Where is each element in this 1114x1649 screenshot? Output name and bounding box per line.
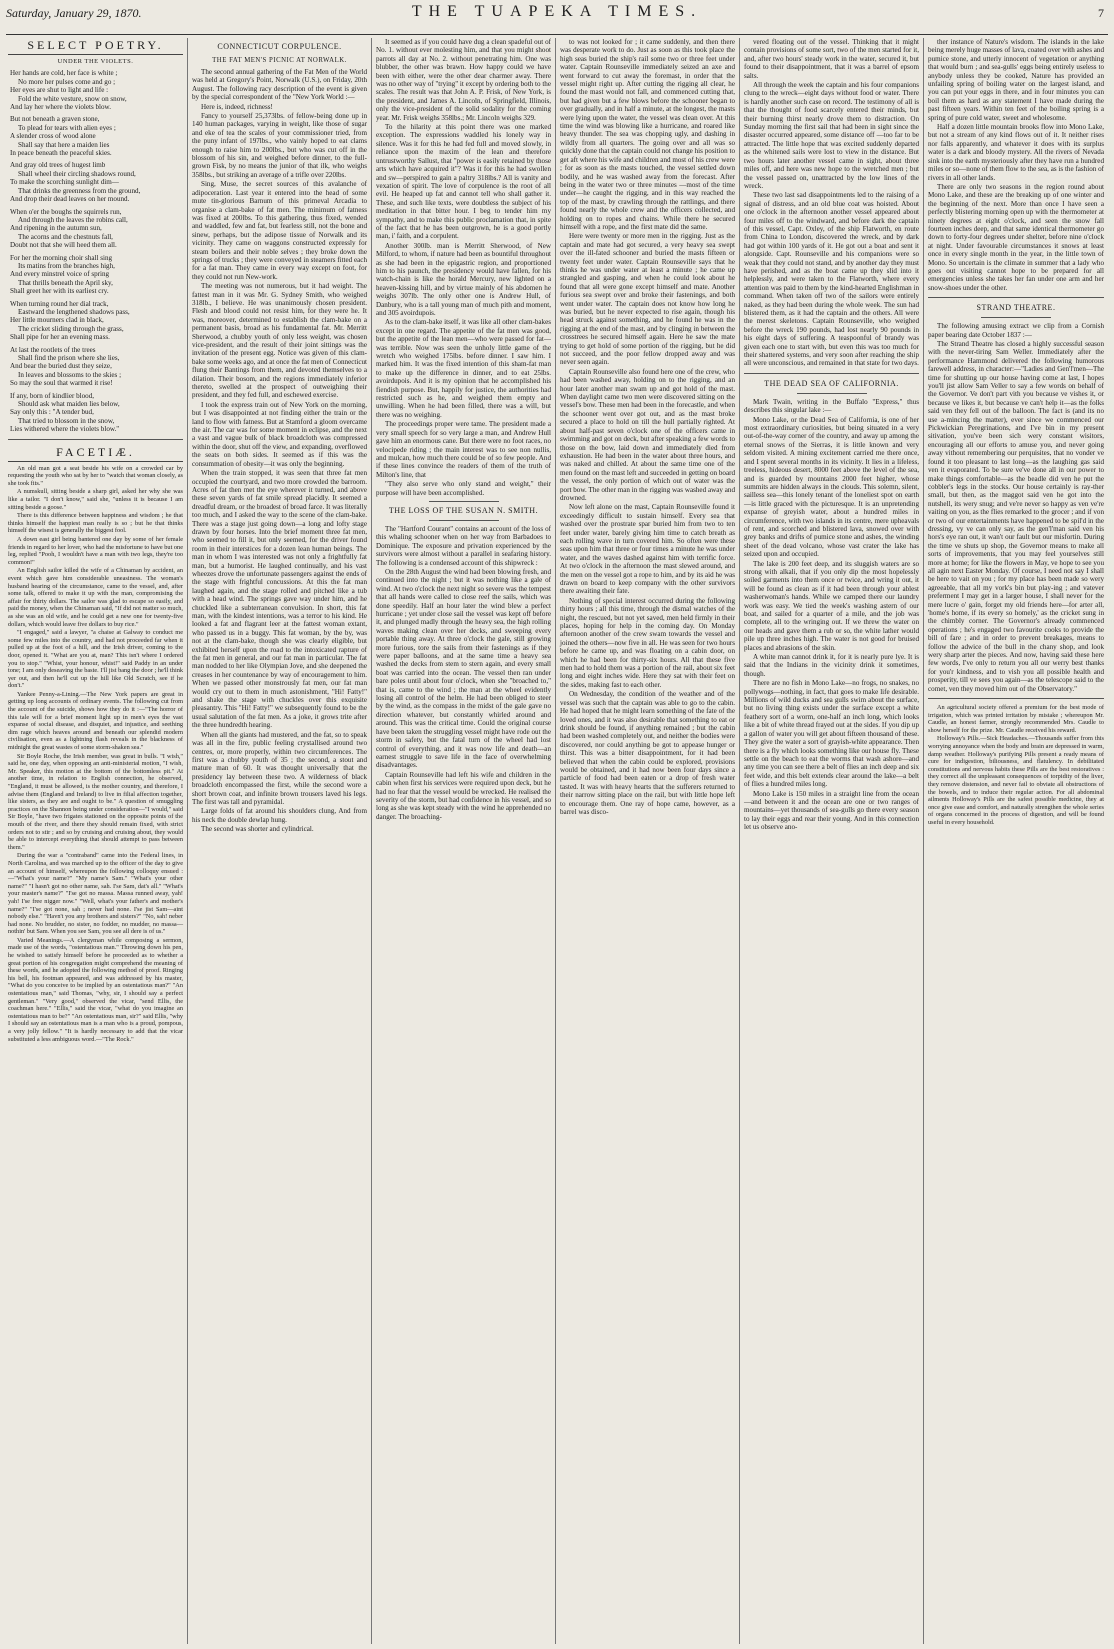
article-heading: STRAND THEATRE. — [976, 303, 1056, 313]
facetiae-item: During the war a "contraband" came into the Federal lines, in North Carolina, and was marched up to the officer of the day to give an account of himself, whereupon the following colloquy ensued :—"What's your name?" "My name's Sam." "What's your other name?" "I hasn't got no other name, sah. I'se Sam, dat's all." "What's your master's name?" "I'se got no massa. Massa runned away, yah! yah! I'se free nigger now." "Well, what's your father's and mother's name?" "I'se got none, sah ; never had none. I'se jist Sam—aint nobody else." "Havn't you any brothers and sisters?" "No, sah! neber had none. No brudder, no sister, no fodder, no mudder, no massa—nothin' but Sam. When you see Sam, you see all dere is of us." — [8, 852, 183, 936]
poem-line: And drop their dead leaves on her mound. — [10, 195, 130, 204]
poem-line: Shall say that here a maiden lies — [18, 140, 110, 149]
poem-line: In leaves and blossoms to the skies ; — [18, 370, 122, 379]
facetiae-list — [8, 465, 183, 1044]
paragraph: There are no fish in Mono Lake—no frogs, no snakes, no pollywogs—nothing, in fact, that goes to make life desirable. Millions of wild ducks and sea gulls swim about the surface, but no living thing exists under the surface except a white feathery sort of a worm, one-half an inch long, which looks like a bit of white thread frayed out at the sides. If you dip up a gallon of water you will get about fifteen thousand of these. They give the water a sort of grayish-white appearance. Then there is a fly which looks something like our house fly. These settle on the beach to eat the worms that wash ashore—and any time you can see there a belt of flies an inch deep and six feet wide, and this belt extends clear around the lake—a belt of flies a hundred miles long. — [744, 679, 919, 789]
facetiae-item: A down east girl being bantered one day by some of her female friends in regard to her lover, who had the misfortune to have but one leg, replied "Pooh, I wouldn't have a man with two legs, they're too common!" — [8, 536, 183, 566]
facetiae-item: Varied Meanings.—A clergyman while composing a sermon, made use of the words, "ostentatious man." Throwing down his pen, he wished to satisfy himself before he proceeded as to whether a great portion of his congregation might comprehend the meaning of these words, and he adopted the following method of proof. Ringing his bell, his footman appeared, and was addressed by his master, "What do you conceive to be implied by an ostentatious man?" "An ostentatious man," said Thomas, "why, sir, I should say a perfect gentleman." "Very good," observed the vicar, "send Ellis, the coachman here." "Ellis," said the vicar, "what do you imagine an ostentatious man to be?" "An ostentatious man, sir?" said Ellis, "why I should say an ostentatious man is a man who is a proud, pompous, a very jolly fellow." "It is hardly necessary to add that the vicar substituted a less ambiguous word.—"The Rock." — [8, 936, 183, 1043]
poem-line: Should ask what maiden lies below, — [18, 400, 120, 409]
article-body — [376, 38, 551, 497]
poem-line: Her little mourners clad in black, — [10, 316, 104, 325]
paragraph: Fancy to yourself 25,373lbs. of fellow-being done up in 140 human packages, varying in weight, like those of sugar and eke of tea the scales of your commissioner tried, from the puny infant of 197lbs., who vainly hoped to eat clams enough to raise him to 200lbs., but who was cut off in the blossom of his sin, and weighed before dinner, to the full-grown Fisk, by no means the junior of that ilk, who weighs 358lbs., but striking an average of a trifle over 220lbs. — [192, 112, 367, 179]
poem-line: And every minstrel voice of spring — [10, 270, 110, 279]
paragraph: Here is, indeed, richness! — [201, 102, 273, 111]
paragraph: Another 300lb. man is Merritt Sherwood, of New Milford, to whom, if nature had been as bountiful throughout as she had been in the epigastric region, and proportioned him to his paunch, the presidency would have fallen, for his watch-chain is like the horald Mercury, new lighted on a heaven-kissing hill, and by virtue mainly of his abdomen he weighs 307lb. The only other one is Andrew Hull, of Danbury, who is a tall young man of much pith and moment, and 305 avoirdupois. — [376, 241, 551, 317]
poem-stanza — [8, 392, 183, 434]
paragraph: Half a dozen little mountain brooks flow into Mono Lake, but not a stream of any kind flows out of it. It neither rises nor falls apparently, and whatever it does with its surplus water is a dark and bloody mystery. All the rivers of Nevada sink into the earth mysteriously after they have run a hundred miles or so—none of them flow to the sea, as is the fashion of rivers in all other lands. — [928, 123, 1104, 182]
paragraph: Sing, Muse, the secret sources of this avalanche of adipoceration. Last year it entered into the head of some mute tin-glorious Barnum of this primeval Arcadia to organise a clam-bake of fat men. The minimum of fatness was fixed at 200lbs. To this gathering, thus fixed, wended and waddled, few and fat, but fearless still, not the bone and sinew, perhaps, but the adipose tissue of Norwalk and its vicinity. They came on waggons constructed expressly for steam boilers and their noble selves ; they broke down the springs of trucks ; they were conveyed in steamers fitted each for a fat man. They came in every way except on foot, for they could not run New-work. — [192, 180, 367, 281]
poem-line: In peace beneath the peaceful skies. — [10, 149, 112, 158]
poem-stanza — [8, 254, 183, 296]
column-5 — [740, 38, 924, 1644]
divider — [928, 297, 1104, 298]
poem-line: Her hands are cold, her face is white ; — [10, 69, 118, 78]
poem-line: But not beneath a graven stone, — [10, 115, 100, 124]
paragraph: to was not looked for ; it came suddenly, and then there was desperate work to do. Just as soon as this took place the high seas buried the ship's rail some two or three feet under water. Captain Rounseville immediately seized an axe and went forward to cut away the foremast, in order that the vessel might right up. After cutting the rigging all clear, he found the mast would not fall, and commenced cutting that, but had given but a few blows before the schooner began to over gradually, and in half a minute, at the longest, the masts were lying upon the water, the vessel was clean over. At this time the wind was blowing like a hurricane, and roared like heavy thunder. The sea was chopping ugly, and dashing in wildly from all quarters. The going over and all was so quickly done that the captain could not change his position to get aft where his wife and children and most of his crew were ; for as soon as the masts touched, the vessel settled down bodily, and he was washed away from the forecast. After being in the water two or three minutes —most of the time under—he caught the rigging, and in this way reached the top of the mast, by crawling through the rattlings, and there found nearly the whole crew and the officers collected, and holding on to ropes and chains. While there he secured himself with a rope, and the first mate did the same. — [560, 38, 735, 231]
poem-line: So may the soul that warmed it rise! — [10, 379, 113, 388]
poem-title: UNDER THE VIOLETS. — [57, 58, 134, 65]
poem-line: The cricket sliding through the grass, — [18, 324, 124, 333]
facetiae-item: "I engaged," said a lawyer, "a chaise at Galway to conduct me some few miles into the country, and had not proceeded far when it pulled up at the foot of a hill, and the Irish driver, coming to the door, opened it. "What are you at, man? This isn't where I ordered you to stop." "Whist, your honour, whist!" said Paddy in an under tone; I am only deseaving the baste. I'll jist bang the door ; he'll think yer out, and then he'll cut up the hill like Old Scratch, see if he don't." — [8, 629, 183, 690]
poem-stanza — [8, 69, 183, 111]
poem-line: A slender cross of wood alone — [10, 132, 96, 141]
paragraph: ther instance of Nature's wisdom. The islands in the lake being merely huge masses of lava, coated over with ashes and pumice stone, and utterly innocent of vegetation or anything that would burn ; and sea-gulls' eggs being entirely useless to anybody unless they be cooked, Nature has provided an unfailing spring of boiling water on the largest island, and you can put your eggs in there, and in four minutes you can boil them as hard as any statement I have made during the past fifteen years. Within ten feet of the boiling spring is a spring of pure cold water, sweet and wholesome. — [928, 38, 1104, 122]
paragraph: Mark Twain, writing in the Buffalo "Express," thus describes this singular lake :— — [744, 397, 919, 415]
divider — [797, 393, 867, 394]
paragraph: The "Hartford Courant" contains an account of the loss of this whaling schooner when on her way from Barbadoes to Dominique. The exposure and privation experienced by the survivors were almost without a parallel in seafaring history. The following is a condensed account of this shipwreck : — [376, 524, 551, 567]
column-6 — [924, 38, 1108, 1644]
poem — [8, 69, 183, 433]
divider — [928, 698, 1104, 699]
article-heading: THE LOSS OF THE SUSAN N. SMITH. — [388, 505, 539, 515]
paragraph: The lake is 200 feet deep, and its sluggish waters are so strong with alkali, that if you only dip the most hopelessly soiled garments into them once or twice, and wring it out, it will be found as clean as if it had been through your ablest washerwoman's hands. While we camped there our laundry work was easy. We tied the week's washing astern of our boat, and sailed for a quarter of a mile, and the job was complete, all to the wringing out. If we threw the water on our heads and gave them a rub or so, the white lather would pile up three inches high. The water is not good for bruised places and abrasions of the skin. — [744, 559, 919, 652]
poem-line: And ripening in the autumn sun, — [10, 224, 102, 233]
notices — [928, 704, 1104, 827]
poem-line: Lies withered where the violets blow." — [10, 425, 120, 434]
poem-line: And through the leaves the robins call, — [18, 215, 128, 224]
article-heading: CONNECTICUT CORPULENCE. — [217, 42, 342, 51]
column-3 — [372, 38, 556, 1644]
article-body — [192, 68, 367, 834]
paragraph: Mono Lake is 150 miles in a straight line from the ocean—and between it and the ocean are one or two ranges of mountains—yet thousands of sea-gulls go there every season to lay their eggs and rear their young. And in this connection let us observe ano- — [744, 789, 919, 832]
article-body — [744, 38, 919, 368]
poem-line: Her eyes are shut to light and life : — [10, 86, 109, 95]
article-subheading: THE FAT MEN'S PICNIC AT NORWALK. — [212, 57, 347, 64]
poem-line: When o'er the boughs the squirrels run, — [10, 207, 122, 216]
paragraph: All through the week the captain and his four companions clung to the wreck—eight days without food or water. There is hardly another such case on record. The testimony of all is that the thought of food scarcely entered their minds, but their burning thirst nearly drove them to distraction. On Sunday morning the first sail that had been in sight since the disaster occurred appeared, some distance off —too far to be attracted. The little hope that was excited suddenly departed as the whitened sails were lost to view in the distance. But two hours later another vessel came in sight, about three miles off, and here was new hope to the wretched men ; but the vessel passed on, unattracted by the low lines of the wreck. — [744, 81, 919, 190]
poem-line: That drinks the greenness from the ground, — [18, 186, 141, 195]
facetiae-item: Sir Boyle Roche, the Irish member, was great in bulls. "I wish," said he, one day, when opposing an anti-ministerial motion, "I wish, Mr. Speaker, this motion at the bottom of the bottomless pit." At another time, in relation to English connection, he observed, "England, it must be allowed, is the mother country, and therefore, I advise them (England and Ireland) to live in filial affection together, like sisters, as they are and ought to be." A question of smuggling practices on the Shannon being under consideration—"I would," said Sir Boyle, "have two frigates stationed on the opposite points of the mouth of the river, and there they should remain fixed, with strict orders not to stir ; and so by cruising and cruising about, they would be able to intercept everything that should attempt to pass between them." — [8, 752, 183, 851]
article-heading: THE DEAD SEA OF CALIFORNIA. — [764, 378, 899, 388]
column-2 — [188, 38, 372, 1644]
paragraph: Large folds of fat around his shoulders clung, And from his neck the double dewlap hung. — [192, 807, 367, 824]
paragraph: As to the clam-bake itself, it was like all other clam-bakes except in one regard. The appetite of the fat men was good, but the appetite of the lean men—who were passed for fat—was terrible. Now was seen the unholy little game of the wretch who weighed 175lbs. before dinner. I saw him. I marked him. It was the fixed intention of this sham-fat man to make up the difference in dinner, and to eat 25lbs. avoirdupois. And it is my opinion that he accomplished his fiendish purpose. But, happily for justice, the authorities had restricted such as he, and weighed them empty and unwilling. When he had been filled, there was a will, but there was no weighing. — [376, 318, 551, 419]
divider — [981, 317, 1051, 318]
poem-line: That tried to blossom in the snow, — [18, 416, 115, 425]
poem-line: At last the rootlets of the trees — [10, 345, 96, 354]
paragraph: Nothing of special interest occurred during the following thirty hours ; all this time, through the dismal watches of the night, the rescued, but not yet saved, men held firmly in their places, hoping for help in the coming day. On Monday afternoon another of the crew swam towards the vessel and joined the others—now five in all. He was seen for two hours before he came up, and was floating on a cabin door, on which he had been for thirty-six hours. All that these five men had to hold them was a portion of the rail, about six feet long and eight inches wide. Here they sat with their feet on the sides, making fast to each other. — [560, 596, 735, 689]
facetiae-item: Yankee Penny-a-Lining.—The New York papers are great in getting up long accounts of ordinary events. The following cut from the account of the suicide, shows how they do it :—"The horror of this tale will for a brief moment light up in men's eyes the vast expanse of social disease, and disquiet, and injustice, and seething dim rage which heaves around and beneath our splendid modern civilisation, even as a lightning flash reveals in the blackness of midnight the great wastes of some storm-shaken sea." — [8, 690, 183, 752]
paragraph: "They also serve who only stand and weight," their purpose will have been accomplished. — [376, 480, 551, 497]
page-number: 7 — [1098, 6, 1104, 20]
paragraph: Captain Rounseville had left his wife and children in the cabin when first his services were required upon deck, but he had no fear that the vessel would be wrecked. He realised the severity of the storm, but had confidence in his vessel, and so long as she was kept steady with the wind he apprehended no danger. The broaching- — [376, 770, 551, 821]
paragraph: On the 28th August the wind had been blowing fresh, and continued into the night ; but it was nothing like a gale of wind. At two o'clock the next night so severe was the tempest that all hands were called to close reef the sails, which was done speedily. Half an hour later the wind blew a perfect hurricane ; yet under close sail the vessel was kept off before it, and plunged madly through the heavy sea, the high rolling waves making clean over her decks, and sweeping every portable thing away. At three o'clock the gale, still growing more furious, tore the sails from their fastenings as if they were paper balloons, and at the same time a heavy sea washed the decks from stem to stern again, and every small boat was carried into the ocean. The vessel then ran under bare poles until about four o'clock, when she "broached to," that is, came to the wind ; the man at the wheel evidently losing all control of the helm. He had been obliged to steer by the wind, as the compass in the midst of the gale gave no direction whatever, but constantly whirled around and around. This was the critical time. Could the original course have been taken the struggling vessel might have rode out the storm in safety, but the fatal turn of the wheel had lost control of everything, and it was now life and death—an earnest struggle to save life in the face of overwhelming disadvantages. — [376, 567, 551, 770]
article-body — [744, 398, 919, 832]
paragraph: These two last sad disappointments led to the raising of a signal of distress, and an old blue coat was hoisted. About one o'clock in the afternoon another vessel appeared about four miles off to the windward, and before dark the captain of this vessel, Capt. Oxley, of the ship Flatworth, en route from China to London, discovered the wreck, and by dark had got within 100 yards of it. He got out a boat and sent it alongside. Capt. Rounseville and his companions were so weak that they could not stand, and by another day they must have perished, and as the boat came up they slid into it helplessly, and were taken to the Flatworth, where every attention was paid to them by the kind-hearted Englishman in command. When taken off two of the sailors were entirely naked, as they had been during the whole week. The sun had blistered them, as it had the captain and the others. All were the merest skeletons. Captain Rounseville, who weighed before the wreck 190 pounds, had lost nearly 90 pounds in his eight days of suffering. A teaspoonful of brandy was given each one to start with, but even this was too much for their shattered systems, and very soon after reaching the ship all were unconscious, and remained in that state for two days. — [744, 191, 919, 368]
paragraph: Now left alone on the mast, Captain Rounseville found it exceedingly difficult to sustain himself. Every sea that washed over the prostrate spar buried him from two to ten feet under water, barely giving him time to catch breath as each rolling wave in turn covered him. So often were these seas upon him that three or four times a minute he was under water, and the waves dashed against him with terrific force. At two o'clock in the afternoon the mast slewed around, and the men on the vessel got a rope to him, and by its aid he was drawn on board to keep company with the other survivors there awaiting their fate. — [560, 503, 735, 596]
poem-line: When turning round her dial track, — [10, 299, 109, 308]
paragraph: Mono Lake, or the Dead Sea of California, is one of her most extraordinary curiosities, but being situated in a very out-of-the-way corner of the country, and away up among the eternal snows of the Sierras, it is little known and very seldom visited. A mining excitement carried me there once, and I spent several months in its vicinity. It lies in a lifeless, treeless, hideous desert, 8000 feet above the level of the sea, and is guarded by mountains 2000 feet higher, whose summits are hidden always in the clouds. This solemn, silent, sailless sea—this lonely tenant of the loneliest spot on earth—is little graced with the picturesque. It is an unpretending expanse of greyish water, about a hundred miles in circumference, with two islands in its centre, mere upheavals of rent, and scorched and blistered lava, snowed over with grey banks and drifts of pumice stone and ashes, the winding sheet of the dead volcano, whose vast crater the lake has seized upon and occupied. — [744, 415, 919, 559]
poem-line: To make the scorching sunlight dim— — [10, 178, 119, 187]
poem-line: That thrills beneath the April sky, — [18, 278, 113, 287]
facetiae-item: There is this difference between happiness and wisdom ; he that thinks himself the happiest man really is so ; but he that thinks himself the wisest is generally the biggest fool. — [8, 512, 183, 535]
notice: An agricultural society offered a premium for the best mode of irrigation, which was printed irritation by mistake ; whereupon Mr. Caudle, an honest farmer, strongly recommended Mrs. Caudle to show herself for the prize. Mr. Caudle received his reward. — [928, 704, 1104, 734]
facetiae-item: An English sailor killed the wife of a Chinaman by accident, an event which gave him considerable uneasiness. The woman's husband hearing of the circumstance, came to the vessel, and, after some talk, offered to make it up with the man, compromising the affair for thirty dollars. The sailor was glad to escape so easily, and paid the money, when the Chinaman said, "If did not matter so much, as she was an old wife, and he could get a new one for twenty-five dollars, which would leave five dollars to buy rice." — [8, 567, 183, 628]
divider — [429, 501, 499, 502]
column-4 — [556, 38, 740, 1644]
poem-line: To plead for tears with alien eyes ; — [18, 123, 116, 132]
poem-line: Shall find the prison where she lies, — [18, 354, 120, 362]
paragraph: To the hilarity at this point there was one marked exception. The expressions waddled his lonely way in silence. Was it for this he had fed full and moved slowly, in reliance upon the maxim of the lean and therefore untrustworthy Sallust, that "power is easily retained by those arts which have acquired it"? Was it for this he had swollen and sw—perspired to gain a paltry 318lbs.? All is vanity and vexation of spirit. The love of corpulence is the root of all evil. He heaped up fat and cannot tell who shall gather it. These, and such like texts, were doubtless the subject of his meditation in that bitter hour. I beg to tender him my sympathy, and to make this public proclamation that, in spite of the fact that he has been outgrown, he is a good portly man, i' faith, and a corpulent. — [376, 123, 551, 241]
poem-line: No more her pulses come and go ; — [18, 77, 116, 86]
masthead — [6, 0, 1108, 35]
paragraph: It seemed as if you could have dug a clean spadeful out of No. 1. without ever molesting him, and that you might shoot parrots all day at No. 2. without penetrating him. One was blubber, the other was brawn. How happy could we have been with either, were the other dear charmer away. There was no other way of "trying" it except by ordering both to the scales. The result was that John A. P. Frisk, of New York, is the president, and James A. Lincoln, of Springfield, Illinois, only the vice-president of the solid sodality for the coming year. Mr. Frisk weighs 358lbs.; Mr. Lincoln weighs 329. — [376, 38, 551, 122]
column-1 — [4, 38, 188, 1644]
paragraph: The second was shorter and cylindrical. — [201, 825, 314, 834]
poem-line: And lay her where the violets blow. — [10, 103, 111, 112]
paragraph: Captain Rounseville also found here one of the crew, who had been washed away, holding on to the rigging, and an hour later another man swam up and got hold of the mast. When daylight came two men were discovered sitting on the vessel's bow. These men had been in the forecastle, and when the schooner went over got out, and as the mast broke secured a place to hold on till the hull partially righted. At about half-past seven o'clock one of the officers came in swimming and got on deck, but after speaking a few words to those on the bow, laid down and immediately died from exhaustion. He had been in the water about three hours, and was naked and chilled. At about the same time one of the men found on the mast left and succeeded in getting on board the vessel, the only portion of which out of water was the port bow. The other man in the rigging was washed away and drowned. — [560, 367, 735, 502]
paragraph: The meeting was not numerous, but it had weight. The fattest man in it was Mr. G. Sydney Smith, who weighed 318lb., I believe. He was unanimously chosen president. Flesh and blood could not resist him, for they were he. It was, moreover, determined to establish the clam-bake on a permanent basis, broad as his fundamental fat. Mr. Merritt Sherwood, a chubby youth of only less weight, was chosen vice-president, and the result of their joint sittings was the invitation of the present egg. Notice was given of this clam-bake some weeks ago, and at once the fat men of Connecticut flung their Bantings from them, and devoted themselves to a dilation. Their bosom, and the regions immediately inferior thereto, swelled at the prospect of outweighing their president, and they fed full, and eschewed exercise. — [192, 282, 367, 400]
poem-stanza — [8, 208, 183, 250]
poem-line: And bear the buried dust they seize, — [10, 362, 112, 371]
facetiae-item: An old man got a seat beside his wife on a crowded car by requesting the youth who sat by her to "watch that woman closely, as she took fits." — [8, 464, 183, 487]
poem-line: Eastward the lengthened shadows pass, — [18, 307, 130, 316]
paragraph: The Strand Theatre has closed a highly successful season with the never-tiring Sam Weller. Immediately after the performance Hammond delivered the following humorous farewell address, in character:—"Ladies and Gen'l'men—The time for shutting up our house having come at last, I hopes you'll jist allow Sam Veller to say a few words on behalf of the Governor. Ve don't part vith you because ve vishes it, or because ve likes it, but because ve can't help it—as the folks said ven they fell out of the balloon. The fact is (and its no use a-mincing the matter), ever since we commenced our Pickwickian Peregrinations, and I've bin in my present sitivation, you've been sich wery constant wisitors, encouraging all our efforts to amuse you, and never going away vithout remembering our perquisites, that no vonder ve found it too pleasant to last long—as the laughing gas said ven it evaporated. To be sure ve've done all in our power to make things comfortable—as the beadle did ven he put the cobbler's legs in the stocks. Our house certainly is ray-ther small, but then, as the maggot said ven he got into the nutshell, its wery snug; and ve're never so happy as ven ve're vaiting on you, as the flies remarked to the grocer ; and if von or two of our entertainments have happened to be spil'd in the dressing, vy ve can only say, as the gen'l'man said ven his hors's eye ran out, it wan't our fault but our misfortin. During the time ve shuts up shop, the Governor means to make all sorts of improvements, that you may feel yourselves still more at home; for like the flowers in May, ve hope to see you all agin next Easter Monday. Of course, I need not say I shall be here to vait on you ; for my place has been made so wery agreeable, that all my vork's bin but play-ing ; and vatever preferment I may get in a larger house, I shall never for the mere lucre o' gain, forget my old friends here—for arter all, 'home's home, if its every so homely,' as the cricket sung in the chimbly corner. The Governor's already commenced operations ; he's engaged two favourite cooks to provide the bill of fare ; and in order to prevent breakages, means to follow the adwice of the bull in the chany shop, and look wery sharp arter the pieces. And now, having said these here few words, I've only to return you all our werry best thanks for you'r kindness, and to vish you all possible health and prosperity, till ve sees you again—as the telescope said to the comet, ven they moved him out of the Observatory." — [928, 340, 1104, 693]
poem-line: Shall pipe for her an evening mass. — [10, 333, 110, 342]
poem-line: If any, born of kindlier blood, — [10, 391, 95, 400]
facetiae-item: A numskull, sitting beside a sharp girl, asked her why she was like a tailor. "I don't know," said she, "unless it is because I am sitting beside a goose." — [8, 488, 183, 511]
poem-stanza — [8, 300, 183, 342]
facetiae-heading: FACETIÆ. — [8, 445, 183, 462]
poem-stanza — [8, 115, 183, 157]
article-body — [560, 38, 735, 816]
divider — [8, 439, 183, 440]
article-body — [376, 525, 551, 821]
poem-line: Say only this : "A tender bud, — [10, 408, 94, 417]
poem-line: Its matins from the branches high, — [18, 261, 115, 270]
poem-line: Fold the white vesture, snow on snow, — [18, 94, 127, 103]
poem-line: The acorns and the chestnuts fall, — [18, 232, 113, 241]
paragraph: When all the giants had mustered, and the fat, so to speak was all in the fire, public feeling crystallised around two centres, or, more properly, within two circumferences. The first was a chubby youth of 35 ; the second, a stout and mature man of 60. It was thought universally that the presidency lay between these two. A wilderness of black broadcloth encompassed the first, while the second wore a short brown coat, and infinite brown trousers laved his legs. The first was tall and pyramidal. — [192, 730, 367, 806]
poem-line: Shall wheel their circling shadows round, — [18, 169, 136, 178]
article-body — [928, 38, 1104, 292]
columns — [4, 38, 1110, 1644]
paragraph: When the train stopped, it was seen that three fat men occupied the courtyard, and two more crowded the barroom. Acres of fat then met the eye wherever it turned, and above these seven yards of fat smile spread placidly. It seemed a dreadful dream, or the broadest of broad farce. It was literally too much, and I asked the way to the scene of the clam-bake. There was a stage just going down—a long and lofty stage drawn by four horses. Into the brief moment three fat men, who seemed to fill it, but only seemed, for the driver found room in their interstices for a dozen lean human beings. The man in whom I was interested was not only a frightfully fat man, but a humorist. He laughed continually, and his vast wheezes drove the unfortunate passengers against the ends of the stage with frightful concussions. At this the fat man laughed again, and the stage rolled and pitched like a tub with a head wind. The springs gave way under him, and he chuckled like a subterranean convulsion. In short, this fat man, with the kindest intentions, was a terror to his kind. He looked a fat and flagrant leer at the fattest woman extant, who passed us in a buggy. This fat woman, by the by, was not at the clam-bake, though she was clearly eligible, but exhibited herself upon the road to the intoxicated rapture of the fat men in general, and our fat man in particular. The fat man nodded to her like Olympian Jove, and she deepened the creases in her countenance by way of encouragement to him. When we passed other monstrously fat men, our fat man would cry out to them in much astonishment, "Hi! Fatty!" and shake the stage with chuckles over this exquisite pleasantry. This "Hi! Fatty!" we subsequently found to be the usual salutation of the fat men. As a joke, it grows trite after the three hundredth hearing. — [192, 469, 367, 730]
divider — [744, 373, 919, 374]
divider — [429, 520, 499, 521]
poem-stanza — [8, 161, 183, 203]
notice: Holloway's Pills.—Sick Headaches.—Thousands suffer from this worrying annoyance when the body and brain are depressed in warm, damp weather. Holloway's purifying Pills present a ready means of cure for indigestion, biliousness, and flatulency. In debilitated constitutions and nervous habits these Pills are the best restoratives : they correct all the unpleasant consequences of torpidity of the liver, they remove distension, and never fail to obviate all obstructions of the bowels, and to induce their regular action. For all abdominal ailments Holloway's Pills are the safest possible medicine, they at once give ease and comfort, and naturally strengthen the whole series of organs concerned in the process of digestion, and will be found useful in every household. — [928, 735, 1104, 826]
paragraph: Here were twenty or more men in the rigging. Just as the captain and mate had got secured, a very heavy sea swept over the ill-fated schooner and buried the masts fifteen or twenty feet under water. Captain Rounseville says that he thinks he was under water at least a minute ; he came up strangled and gasping, and when he could look about he found that all were gone except himself and mate. Another furious sea swept over and broke their fastenings, and both went under water. The captain does not know how long he was buried, but he never expected to rise again, though his head struck against something, and he found he was in the rigging at the end of the mast, and by clinging in between the crosstrees he secured himself again. Here he saw the mate trying to get hold of some portion of the rigging, but he did not succeed, and the poor fellow dropped away and was never seen again. — [560, 232, 735, 367]
poem-line: Shall greet her with its earliest cry. — [10, 287, 109, 296]
poem-line: Doubt not that she will heed them all. — [10, 241, 117, 250]
newspaper-title: THE TUAPEKA TIMES. — [411, 3, 703, 20]
paragraph: A white man cannot drink it, for it is nearly pure lye. It is said that the Indians in the vicinity drink it sometimes, though. — [744, 653, 919, 678]
paragraph: The second annual gathering of the Fat Men of the World was held at Gregory's Point, Norwalk (U.S.), on Friday, 20th August. The following racy description of the event is given by the special correspondent of the "New York World :— — [192, 68, 367, 102]
paragraph: The proceedings proper were tame. The president made a very small speech for so very large a man, and Andrew Hull gave him an enormous cane. But there were no foot races, no velocipede riding ; the main interest was to see non nullis, and mulcan, how much there could be of so few people. And if these lines convince the readers of them of the truth of Milton's line, that — [376, 420, 551, 479]
article-body — [928, 322, 1104, 693]
issue-date: Saturday, January 29, 1870. — [6, 6, 142, 20]
paragraph: I took the express train out of New York on the morning, but I was disappointed at not finding either the train or the land to flow with fatness. But at Stamford a gloom overcame the air. The car was for some moment in eclipse, and the next a vast and vague bulk of black broadcloth was compressed within the door, shut off the view, and expanding, overflowed the seats on both sides. It seemed as if this was the consummation of obesity—it was only the beginning. — [192, 400, 367, 468]
paragraph: vered floating out of the vessel. Thinking that it might contain provisions of some sort, two of the men started for it, and, after two hours' steady work in the water, secured it, but found to their disappointment, that it was a barrel of epsom salts. — [744, 38, 919, 80]
poem-line: And gray old trees of hugest limb — [10, 161, 106, 170]
paragraph: There are only two seasons in the region round about Mono Lake, and these are the breaking up of one winter and the beginning of the next. More than once I have seen a perfectly blistering morning open up with the thermometer at ninety degrees at eight o'clock, and seen the snow fall fourteen inches deep, and that same identical thermometer go down to forty-four degrees under shelter, before nine o'clock at night. Under favourable circumstances it snows at least once in every single month in the year, in the little town of Mono. So uncertain is the climate in summer that a lady who goes out visiting cannot hope to be prepared for all emergencies unless she takes her fan under one arm and her snow-shoes under the other. — [928, 182, 1104, 292]
poem-line: For her the morning choir shall sing — [10, 253, 113, 262]
paragraph: On Wednesday, the condition of the weather and of the vessel was such that the captain was able to go to the cabin. He had hoped that he might learn something of the fate of the loved ones, and it was also desirable that something to eat or drink should be found, if anything remained ; but the cabin had been washed completely out, and neither the bodies were discovered, nor could anything be got to appease hunger or thirst. This was a bitter disappointment, for it had been believed that when the cabin could be explored, provisions would be obtained, and it had now been four days since a particle of food had been eaten or a drop of fresh water tasted. It was with heavy hearts that the sufferers returned to their narrow sitting place on the rail, but with little hope left to encourage them. One ray of hope came, however, as a barrel was disco- — [560, 690, 735, 816]
paragraph: The following amusing extract we clip from a Cornish paper bearing date October 1837 :— — [928, 322, 1104, 339]
select-poetry-heading: SELECT POETRY. — [8, 38, 183, 55]
poem-stanza — [8, 346, 183, 388]
